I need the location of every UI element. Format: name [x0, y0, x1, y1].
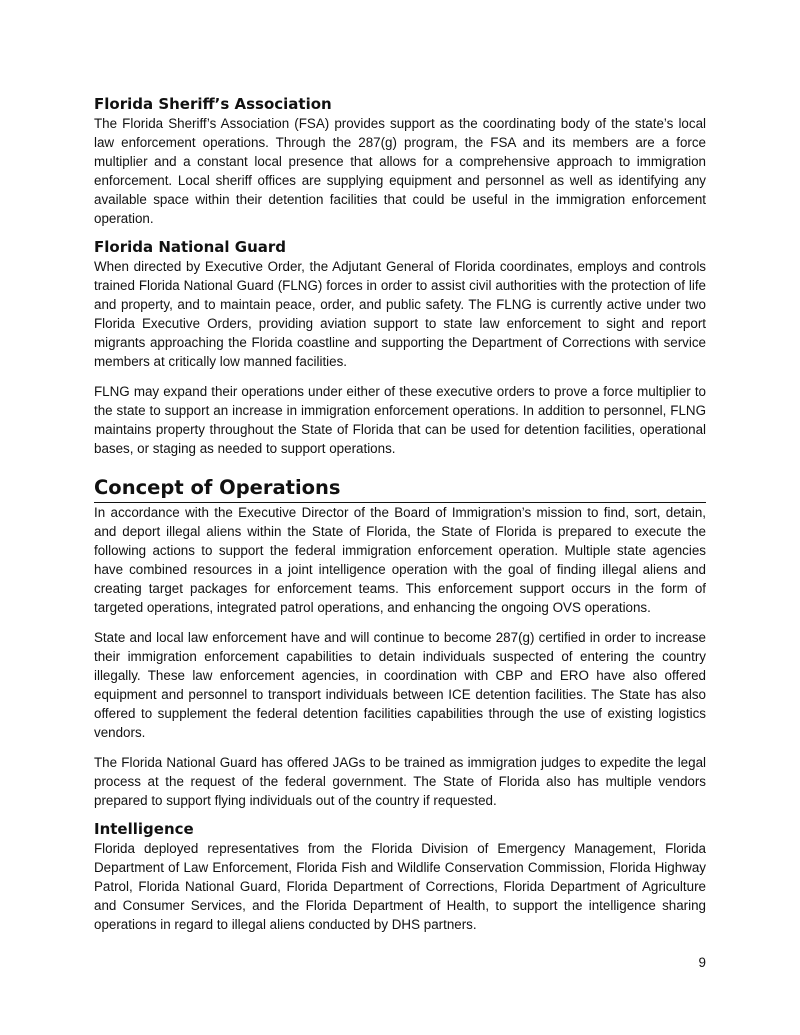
fsa-heading: Florida Sheriff’s Association [94, 95, 332, 113]
flng-paragraph-2: FLNG may expand their operations under either of these executive orders to prove a force multiplier to the state to support an increase in immigration enforcement operations. In addition to personnel, FLNG maintains property throughout the State of Florida that can be used for detention facilities, operational bases, or staging as needed to support operations. [94, 384, 706, 456]
intel-paragraph-1: Florida deployed representatives from the Florida Division of Emergency Management, Florida Department of Law Enforcement, Florida Fish and Wildlife Conservation Commission, Florida Highway Patrol, Florida National Guard, Florida Department of Corrections, Florida Department of Agriculture and Consumer Services, and the Florida Department of Health, to support the intelligence sharing operations in regard to illegal aliens conducted by DHS partners. [94, 841, 706, 932]
document-page [94, 95, 706, 934]
conops-paragraph-2: State and local law enforcement have and will continue to become 287(g) certified in order to increase their immigration enforcement capabilities to detain individuals suspected of entering the country illegally. These law enforcement agencies, in coordination with CBP and ERO have also offered equipment and personnel to transport individuals between ICE detention facilities. The State has also offered to supplement the federal detention facilities capabilities through the use of existing logistics vendors. [94, 630, 706, 740]
conops-heading: Concept of Operations [94, 475, 706, 503]
flng-heading: Florida National Guard [94, 238, 287, 256]
conops-paragraph-1: In accordance with the Executive Director of the Board of Immigration’s mission to find, sort, detain, and deport illegal aliens within the State of Florida, the State of Florida is prepared to execute the following actions to support the federal immigration enforcement operation. Multiple state agencies have combined resources in a joint intelligence operation with the goal of finding illegal aliens and creating target packages for enforcement teams. This enforcement support occurs in the form of targeted operations, integrated patrol operations, and enhancing the ongoing OVS operations. [94, 505, 706, 615]
fsa-paragraph-1: The Florida Sheriff’s Association (FSA) provides support as the coordinating body of the state’s local law enforcement operations. Through the 287(g) program, the FSA and its members are a force multiplier and a constant local presence that allows for a comprehensive approach to immigration enforcement. Local sheriff offices are supplying equipment and personnel as well as identifying any available space within their detention facilities that could be useful in the immigration enforcement operation. [94, 116, 706, 226]
page-number: 9 [698, 955, 706, 970]
flng-paragraph-1: When directed by Executive Order, the Adjutant General of Florida coordinates, employs and controls trained Florida National Guard (FLNG) forces in order to assist civil authorities with the protection of life and property, and to maintain peace, order, and public safety. The FLNG is currently active under two Florida Executive Orders, providing aviation support to state law enforcement to sight and report migrants approaching the Florida coastline and supporting the Department of Corrections with service members at critically low manned facilities. [94, 259, 706, 369]
intel-heading: Intelligence [94, 820, 194, 838]
conops-paragraph-3: The Florida National Guard has offered JAGs to be trained as immigration judges to expedite the legal process at the request of the federal government. The State of Florida also has multiple vendors prepared to support flying individuals out of the country if requested. [94, 755, 706, 808]
